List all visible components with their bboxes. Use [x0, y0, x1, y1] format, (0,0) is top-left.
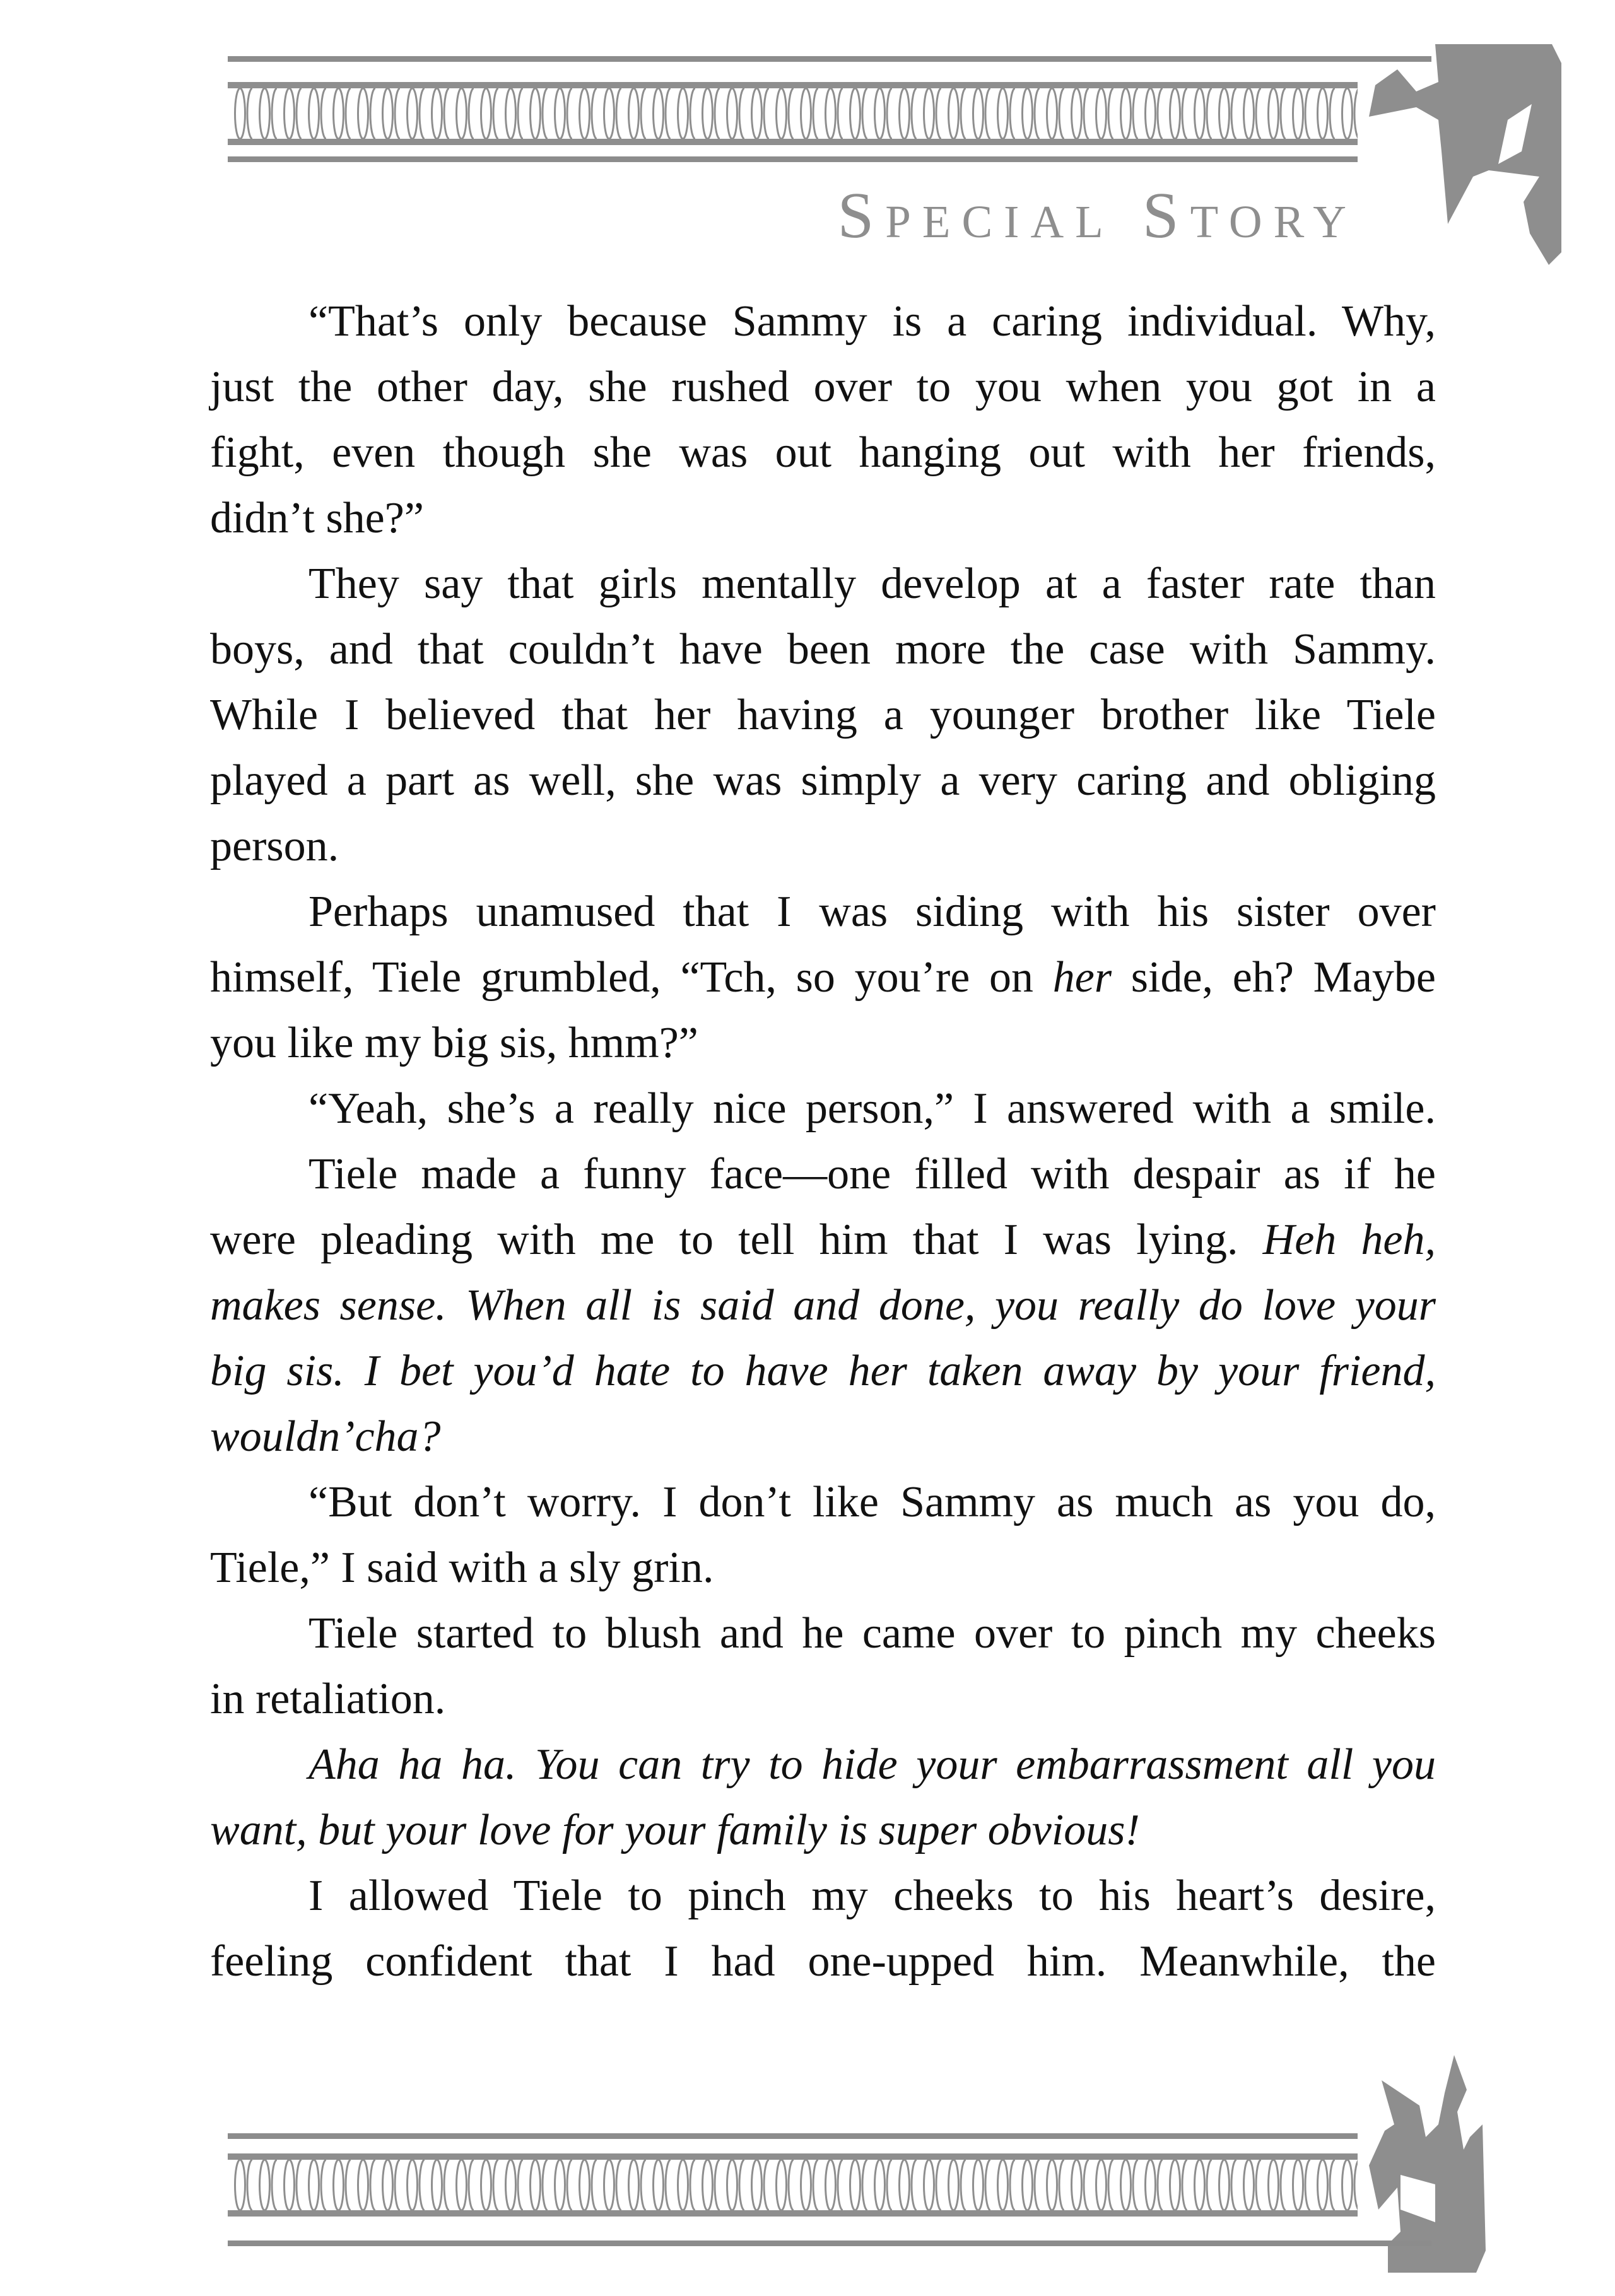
text-segment: boys, and that couldn’t have been more the case with Sammy. — [210, 625, 1436, 674]
story-text — [210, 289, 1436, 1994]
italic-text-segment: big sis. I bet you’d hate to have her taken away by your friend, — [210, 1347, 1436, 1395]
header-bottom-rule — [228, 156, 1358, 162]
text-line — [210, 1929, 1436, 1994]
text-line — [210, 748, 1436, 814]
text-segment: played a part as well, she was simply a very caring and obliging — [210, 756, 1436, 805]
text-segment: in retaliation. — [210, 1675, 446, 1723]
text-line — [210, 1273, 1436, 1338]
text-segment: Tiele started to blush and he came over to pinch my cheeks — [308, 1609, 1436, 1658]
text-segment: himself, Tiele grumbled, “Tch, so you’re on — [210, 953, 1053, 1002]
text-segment: “That’s only because Sammy is a caring individual. Why, — [308, 297, 1436, 346]
text-segment: Perhaps unamused that I was siding with his sister over — [308, 887, 1436, 936]
text-segment: fight, even though she was out hanging out with her friends, — [210, 428, 1436, 477]
text-line — [210, 1666, 1436, 1732]
footer-bottom-rule — [228, 2240, 1431, 2246]
text-line — [210, 945, 1436, 1010]
text-line — [210, 551, 1436, 617]
text-line — [210, 1010, 1436, 1076]
text-line — [210, 1207, 1436, 1273]
text-line — [210, 1601, 1436, 1666]
section-title: Special Story — [837, 179, 1358, 252]
text-segment: feeling confident that I had one-upped him. Meanwhile, the — [210, 1937, 1436, 1986]
text-segment: Tiele,” I said with a sly grin. — [210, 1543, 714, 1592]
text-segment: They say that girls mentally develop at a faster rate than — [308, 559, 1436, 608]
text-line — [210, 289, 1436, 354]
text-segment: “Yeah, she’s a really nice person,” I answered with a smile. — [308, 1084, 1436, 1133]
text-line — [210, 1470, 1436, 1535]
italic-text-segment: want, but your love for your family is super obvious! — [210, 1806, 1140, 1854]
text-segment: side, eh? Maybe — [1112, 953, 1436, 1002]
text-line — [210, 486, 1436, 551]
text-line — [210, 879, 1436, 945]
text-line — [210, 354, 1436, 420]
header-corner-ornament-icon — [1363, 44, 1577, 265]
text-line — [210, 1076, 1436, 1142]
text-line — [210, 420, 1436, 486]
text-segment: just the other day, she rushed over to you when you got in a — [210, 363, 1436, 411]
italic-text-segment: her — [1052, 953, 1112, 1002]
text-segment: person. — [210, 822, 339, 870]
text-line — [210, 1338, 1436, 1404]
text-line — [210, 1863, 1436, 1929]
text-segment: “But don’t worry. I don’t like Sammy as much as you do, — [308, 1478, 1436, 1526]
header-ornamental-band — [228, 82, 1358, 145]
text-segment: didn’t she?” — [210, 494, 424, 542]
italic-text-segment: makes sense. When all is said and done, you really do love your — [210, 1281, 1436, 1330]
text-segment: were pleading with me to tell him that I was lying. — [210, 1215, 1263, 1264]
text-segment: you like my big sis, hmm?” — [210, 1019, 698, 1067]
italic-text-segment: wouldn’cha? — [210, 1412, 441, 1461]
text-line — [210, 1535, 1436, 1601]
text-line — [210, 1798, 1436, 1863]
italic-text-segment: Heh heh, — [1262, 1215, 1436, 1264]
text-segment: Tiele made a funny face—one filled with despair as if he — [308, 1150, 1436, 1198]
italic-text-segment: Aha ha ha. You can try to hide your embarrassment all you — [308, 1740, 1436, 1789]
footer-ornamental-band — [228, 2153, 1358, 2217]
header-top-rule — [228, 56, 1431, 62]
text-line — [210, 617, 1436, 682]
text-line — [210, 1404, 1436, 1470]
text-line — [210, 682, 1436, 748]
text-line — [210, 1732, 1436, 1798]
text-segment: While I believed that her having a younger brother like Tiele — [210, 691, 1436, 739]
text-segment: I allowed Tiele to pinch my cheeks to his heart’s desire, — [308, 1871, 1436, 1920]
footer-corner-ornament-icon — [1363, 2055, 1577, 2290]
text-line — [210, 814, 1436, 879]
footer-top-rule — [228, 2133, 1358, 2139]
text-line — [210, 1142, 1436, 1207]
